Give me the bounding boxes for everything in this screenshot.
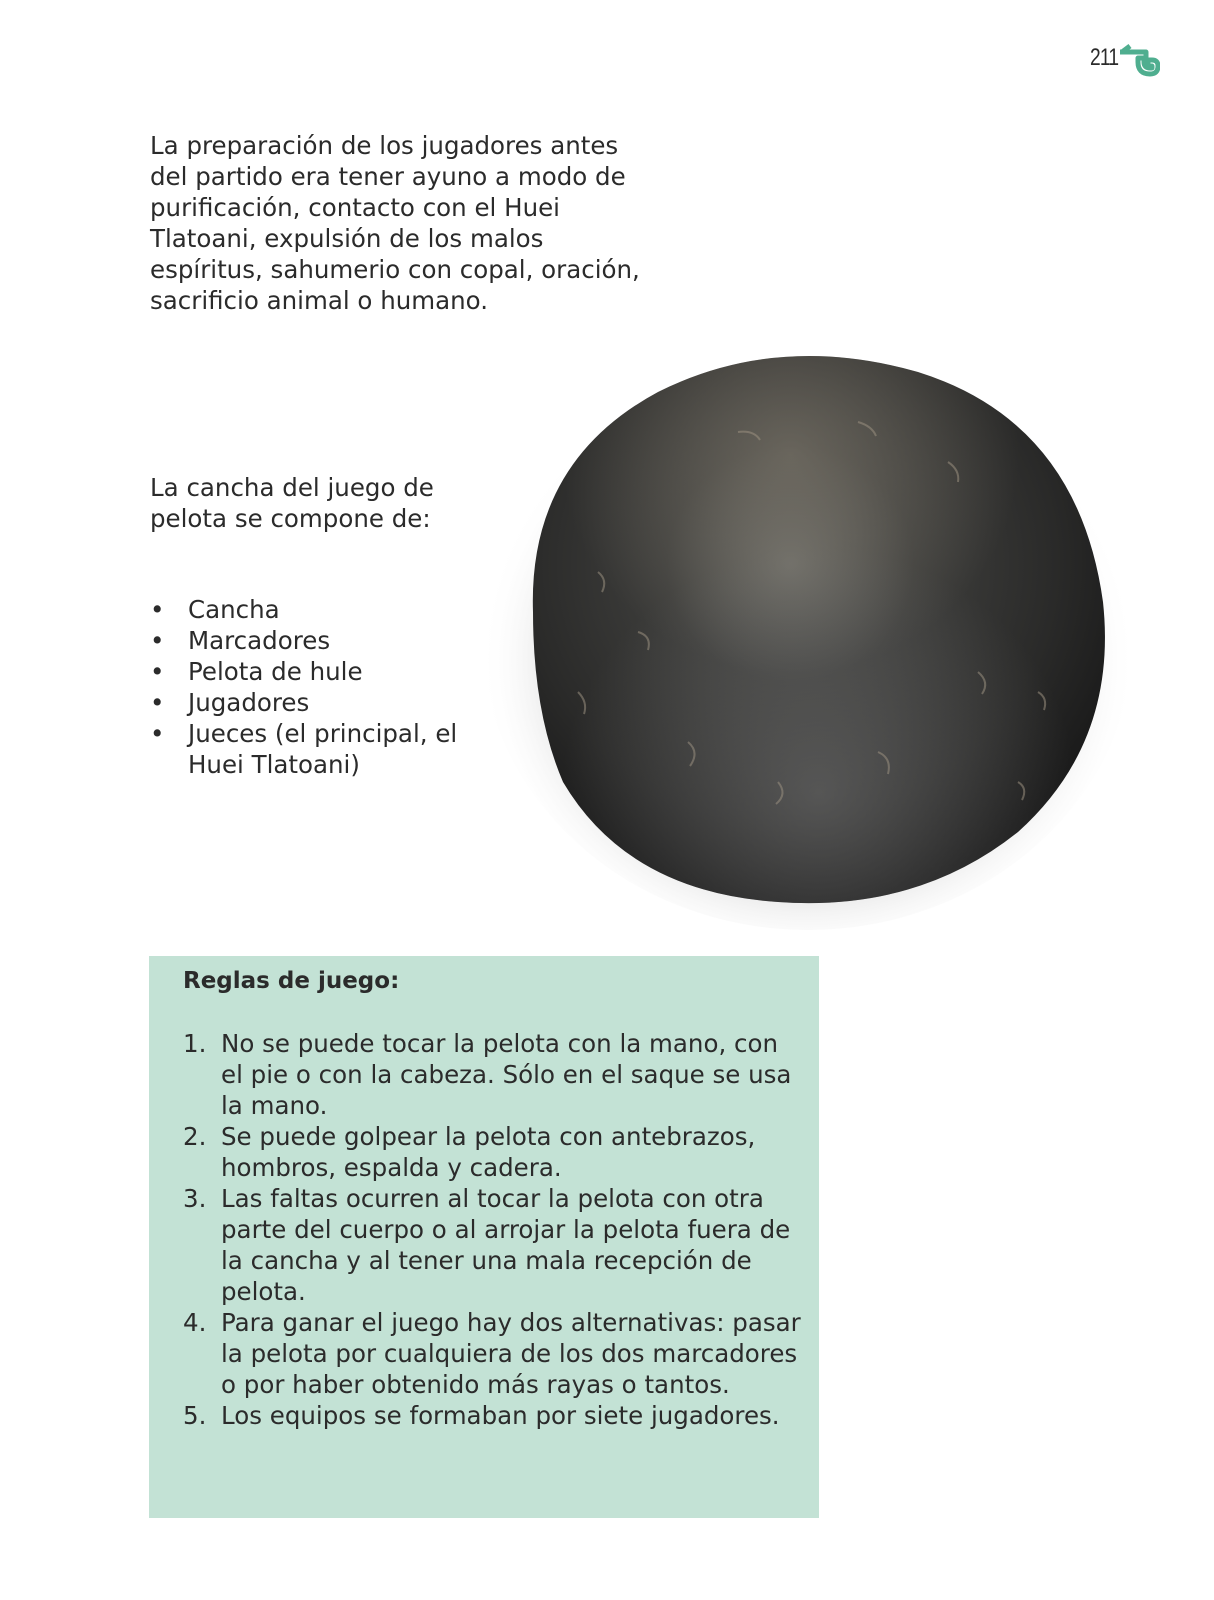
bullet-icon: • xyxy=(150,657,165,686)
court-intro: La cancha del juego de pelota se compone de: xyxy=(150,473,434,533)
list-item: • Jugadores xyxy=(150,688,310,717)
list-item: • Cancha xyxy=(150,595,280,624)
bullet-icon: • xyxy=(150,688,165,717)
rules-box xyxy=(149,956,819,1518)
list-item: 5. Los equipos se formaban por siete jugadores. xyxy=(183,1401,780,1430)
list-item: • Jueces (el principal, el Huei Tlatoani) xyxy=(150,719,458,779)
rules-title: Reglas de juego: xyxy=(183,968,400,994)
list-item: • Pelota de hule xyxy=(150,657,363,686)
list-item: • Marcadores xyxy=(150,626,331,655)
page-number: 211 xyxy=(1090,44,1119,71)
list-item: 1. No se puede tocar la pelota con la mano, con el pie o con la cabeza. Sólo en el saque se usa la mano. xyxy=(183,1029,792,1120)
bullet-icon: • xyxy=(150,595,165,624)
bullet-icon: • xyxy=(150,626,165,655)
list-item: 2. Se puede golpear la pelota con antebrazos, hombros, espalda y cadera. xyxy=(183,1122,756,1182)
rubber-ball-image xyxy=(478,312,1138,932)
list-item: 4. Para ganar el juego hay dos alternativas: pasar la pelota por cualquiera de los dos marcadores o por haber obtenido más rayas o tantos. xyxy=(183,1308,801,1399)
court-components-list xyxy=(150,594,490,780)
rules-list xyxy=(183,1028,803,1431)
bullet-icon: • xyxy=(150,719,165,748)
list-item: 3. Las faltas ocurren al tocar la pelota con otra parte del cuerpo o al arrojar la pelota fuera de la cancha y al tener una mala recepción de pelota. xyxy=(183,1184,791,1306)
intro-paragraph: La preparación de los jugadores antes del partido era tener ayuno a modo de purificación, contacto con el Huei Tlatoani, expulsión de los malos espíritus, sahumerio con copal, oración, sacrificio animal o humano. xyxy=(150,131,640,315)
teal-glyph-icon xyxy=(1120,44,1160,78)
